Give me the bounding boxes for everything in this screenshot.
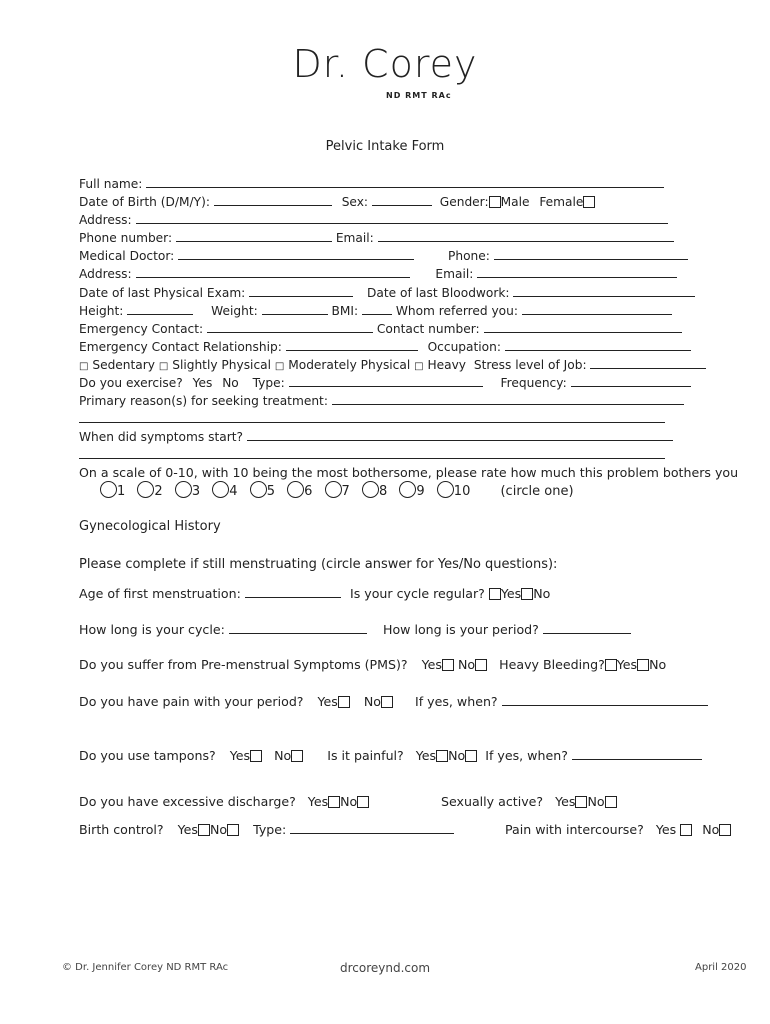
pain-period-no: No: [363, 694, 382, 709]
pain-intercourse-yes-checkbox[interactable]: [680, 824, 692, 836]
doctor-phone-field[interactable]: [494, 248, 688, 260]
heavy-bleeding-no: No: [649, 657, 667, 672]
cycle-length-row: [79, 621, 367, 639]
exercise-yes[interactable]: Yes: [192, 376, 213, 390]
symptoms-row: [79, 428, 673, 446]
sexually-active-no-checkbox[interactable]: [605, 796, 617, 808]
scale-label-1: 1: [117, 484, 126, 499]
pain-period-yes-checkbox[interactable]: [338, 696, 350, 708]
cycle-regular-yes: Yes: [500, 586, 522, 601]
footer-date: April 2020: [695, 962, 747, 973]
exercise-label: Do you exercise?: [79, 376, 183, 390]
frequency-label: Frequency:: [500, 376, 567, 390]
scale-circle-7[interactable]: [325, 481, 342, 498]
scale-label-5: 5: [266, 484, 275, 499]
phone-number-label: Phone number:: [79, 231, 173, 245]
weight-field[interactable]: [262, 303, 328, 315]
pms-no-checkbox[interactable]: [475, 659, 487, 671]
pain-period-yes: Yes: [317, 694, 338, 709]
pain-period-when-field[interactable]: [502, 694, 708, 706]
slightly-physical-label: Slightly Physical: [172, 358, 272, 372]
sedentary-label: Sedentary: [92, 358, 155, 372]
scale-circle-1[interactable]: [100, 481, 117, 498]
exam-row: [79, 284, 695, 302]
sex-label: Sex:: [341, 195, 369, 209]
female-checkbox[interactable]: [583, 196, 595, 208]
symptoms-start-label: When did symptoms start?: [79, 430, 243, 444]
heavy-label: Heavy: [427, 358, 466, 372]
primary-reason-row: [79, 392, 684, 410]
primary-reason-field-2[interactable]: [79, 411, 665, 423]
full-name-label: Full name:: [79, 177, 143, 191]
painful-label: Is it painful?: [327, 748, 404, 763]
cycle-length-field[interactable]: [229, 622, 367, 634]
discharge-yes-checkbox[interactable]: [328, 796, 340, 808]
scale-circle-2[interactable]: [137, 481, 154, 498]
heavy-checkbox[interactable]: □: [414, 361, 424, 372]
contact-number-field[interactable]: [484, 321, 682, 333]
full-name-row: [79, 175, 664, 193]
doctor-email-label: Email:: [435, 267, 474, 281]
scale-label-7: 7: [341, 484, 350, 499]
address-label: Address:: [79, 213, 132, 227]
birth-control-no-checkbox[interactable]: [227, 824, 239, 836]
pain-intercourse-no-checkbox[interactable]: [719, 824, 731, 836]
pms-no: No: [457, 657, 476, 672]
last-bloodwork-field[interactable]: [513, 285, 695, 297]
scale-circle-8[interactable]: [362, 481, 379, 498]
last-bloodwork-label: Date of last Bloodwork:: [367, 286, 510, 300]
primary-reason-field[interactable]: [332, 393, 684, 405]
heavy-bleeding-no-checkbox[interactable]: [637, 659, 649, 671]
pain-period-when-row: [415, 693, 708, 711]
cycle-regular-no-checkbox[interactable]: [521, 588, 533, 600]
period-length-field[interactable]: [543, 622, 631, 634]
period-length-row: [383, 621, 631, 639]
bmi-field[interactable]: [362, 303, 392, 315]
occupation-label: Occupation:: [427, 340, 501, 354]
scale-label-10: 10: [453, 484, 471, 499]
sexually-active-yes: Yes: [555, 794, 576, 809]
primary-reason-label: Primary reason(s) for seeking treatment:: [79, 394, 328, 408]
emergency-row: [79, 320, 682, 338]
painful-yes: Yes: [415, 748, 437, 763]
birth-control-type-label: Type:: [253, 822, 287, 837]
discharge-no: No: [340, 794, 358, 809]
birth-control-label: Birth control?: [79, 822, 164, 837]
cycle-length-label: How long is your cycle:: [79, 622, 225, 637]
emergency-contact-field[interactable]: [207, 321, 373, 333]
footer-copyright: © Dr. Jennifer Corey ND RMT RAc: [62, 962, 229, 973]
slightly-physical-checkbox[interactable]: □: [158, 361, 169, 372]
address-row: [79, 211, 668, 229]
period-length-label: How long is your period?: [383, 622, 539, 637]
logo-name: Dr. Corey: [292, 42, 478, 86]
activity-row: [79, 356, 706, 376]
symptoms-row-2: [79, 446, 665, 464]
discharge-yes: Yes: [307, 794, 329, 809]
gyn-heading: Gynecological History: [79, 519, 221, 534]
cycle-regular-label: Is your cycle regular?: [350, 586, 485, 601]
bmi-label: BMI:: [331, 304, 359, 318]
height-row: [79, 302, 672, 320]
exercise-no[interactable]: No: [222, 376, 239, 390]
emergency-relationship-label: Emergency Contact Relationship:: [79, 340, 282, 354]
pain-intercourse-no: No: [702, 822, 720, 837]
tampons-no-checkbox[interactable]: [291, 750, 303, 762]
birth-control-yes: Yes: [177, 822, 198, 837]
weight-label: Weight:: [211, 304, 258, 318]
circle-one-note: (circle one): [500, 484, 574, 499]
medical-doctor-field[interactable]: [178, 248, 414, 260]
scale-label-8: 8: [378, 484, 388, 499]
pain-period-row: [79, 693, 393, 711]
referred-label: Whom referred you:: [395, 304, 518, 318]
scale-label-6: 6: [304, 484, 313, 499]
height-label: Height:: [79, 304, 124, 318]
pain-intercourse-label: Pain with intercourse?: [505, 822, 644, 837]
doctor-address-row: [79, 265, 677, 283]
tampons-label: Do you use tampons?: [79, 748, 216, 763]
rating-scale: [100, 481, 574, 499]
scale-circle-6[interactable]: [287, 481, 304, 498]
form-title: Pelvic Intake Form: [325, 139, 445, 154]
scale-label-3: 3: [191, 484, 201, 499]
doctor-row: [79, 247, 688, 265]
occupation-field[interactable]: [505, 339, 691, 351]
tampons-row: [79, 747, 702, 765]
dob-label: Date of Birth (D/M/Y):: [79, 195, 210, 209]
sexually-active-no: No: [587, 794, 605, 809]
sexually-active-yes-checkbox[interactable]: [575, 796, 587, 808]
tampons-yes-checkbox[interactable]: [250, 750, 262, 762]
gender-label: Gender:: [439, 195, 489, 209]
exercise-type-field[interactable]: [289, 375, 483, 387]
medical-doctor-label: Medical Doctor:: [79, 249, 175, 263]
birth-control-yes-checkbox[interactable]: [198, 824, 210, 836]
heavy-bleeding-yes-checkbox[interactable]: [605, 659, 617, 671]
email-field[interactable]: [378, 230, 674, 242]
exercise-row: [79, 374, 691, 392]
tampons-yes: Yes: [229, 748, 251, 763]
scale-question: On a scale of 0-10, with 10 being the most bothersome, please rate how much this problem bothers you: [79, 465, 739, 480]
dob-row: [79, 193, 595, 211]
dob-field[interactable]: [214, 194, 332, 206]
painful-when-field[interactable]: [572, 748, 702, 760]
female-label: Female: [539, 195, 584, 209]
tampons-no: No: [274, 748, 292, 763]
cycle-regular-no: No: [533, 586, 551, 601]
height-field[interactable]: [127, 303, 193, 315]
relationship-row: [79, 338, 691, 356]
frequency-field[interactable]: [571, 375, 691, 387]
scale-circle-4[interactable]: [212, 481, 229, 498]
doctor-phone-label: Phone:: [448, 249, 490, 263]
age-first-field[interactable]: [245, 586, 341, 598]
painful-no-checkbox[interactable]: [465, 750, 477, 762]
heavy-bleeding-yes: Yes: [616, 657, 638, 672]
age-first-label: Age of first menstruation:: [79, 586, 241, 601]
address-field[interactable]: [136, 212, 668, 224]
male-label: Male: [500, 195, 530, 209]
pain-intercourse-row: [505, 821, 731, 839]
sex-field[interactable]: [372, 194, 432, 206]
contact-number-label: Contact number:: [376, 322, 480, 336]
pain-period-label: Do you have pain with your period?: [79, 694, 304, 709]
phone-row: [79, 229, 674, 247]
pms-yes-checkbox[interactable]: [442, 659, 454, 671]
scale-label-9: 9: [416, 484, 425, 499]
sexually-active-row: [441, 793, 617, 811]
pms-label: Do you suffer from Pre-menstrual Symptoms (PMS)?: [79, 657, 408, 672]
emergency-contact-label: Emergency Contact:: [79, 322, 204, 336]
last-exam-label: Date of last Physical Exam:: [79, 286, 246, 300]
scale-label-4: 4: [229, 484, 238, 499]
exercise-type-label: Type:: [252, 376, 285, 390]
full-name-field[interactable]: [146, 176, 664, 188]
logo-credentials: ND RMT RAc: [386, 91, 452, 100]
moderately-physical-checkbox[interactable]: □: [274, 361, 285, 372]
pain-period-no-checkbox[interactable]: [381, 696, 393, 708]
last-exam-field[interactable]: [249, 285, 353, 297]
discharge-label: Do you have excessive discharge?: [79, 794, 296, 809]
gyn-subheading: Please complete if still menstruating (circle answer for Yes/No questions):: [79, 557, 558, 572]
sexually-active-label: Sexually active?: [441, 794, 544, 809]
doctor-email-field[interactable]: [477, 266, 677, 278]
pms-row: [79, 656, 666, 674]
cycle-regular-row: [350, 585, 550, 603]
scale-circle-9[interactable]: [399, 481, 416, 498]
pain-period-when-label: If yes, when?: [415, 694, 498, 709]
scale-circle-5[interactable]: [250, 481, 267, 498]
doctor-address-label: Address:: [79, 267, 132, 281]
scale-circle-3[interactable]: [175, 481, 192, 498]
birth-control-no: No: [209, 822, 228, 837]
male-checkbox[interactable]: [489, 196, 501, 208]
painful-when-label: If yes, when?: [485, 748, 568, 763]
scale-circle-10[interactable]: [437, 481, 454, 498]
phone-number-field[interactable]: [176, 230, 332, 242]
discharge-no-checkbox[interactable]: [357, 796, 369, 808]
sedentary-checkbox[interactable]: □: [79, 361, 89, 372]
painful-yes-checkbox[interactable]: [436, 750, 448, 762]
primary-reason-row-2: [79, 410, 665, 428]
symptoms-start-field-2[interactable]: [79, 447, 665, 459]
symptoms-start-field[interactable]: [247, 429, 673, 441]
doctor-address-field[interactable]: [136, 266, 410, 278]
footer-website[interactable]: drcoreynd.com: [339, 961, 431, 975]
heavy-bleeding-label: Heavy Bleeding?: [499, 657, 605, 672]
referred-field[interactable]: [522, 303, 672, 315]
cycle-regular-yes-checkbox[interactable]: [489, 588, 501, 600]
scale-label-2: 2: [154, 484, 163, 499]
email-label: Email:: [335, 231, 374, 245]
pms-yes: Yes: [421, 657, 442, 672]
age-first-row: [79, 585, 341, 603]
stress-field[interactable]: [590, 357, 706, 369]
discharge-row: [79, 793, 369, 811]
emergency-relationship-field[interactable]: [286, 339, 418, 351]
painful-no: No: [448, 748, 466, 763]
moderately-physical-label: Moderately Physical: [288, 358, 411, 372]
birth-control-type-field[interactable]: [290, 822, 454, 834]
birth-control-row: [79, 821, 454, 839]
stress-label: Stress level of Job:: [473, 358, 587, 372]
pain-intercourse-yes: Yes: [655, 822, 677, 837]
